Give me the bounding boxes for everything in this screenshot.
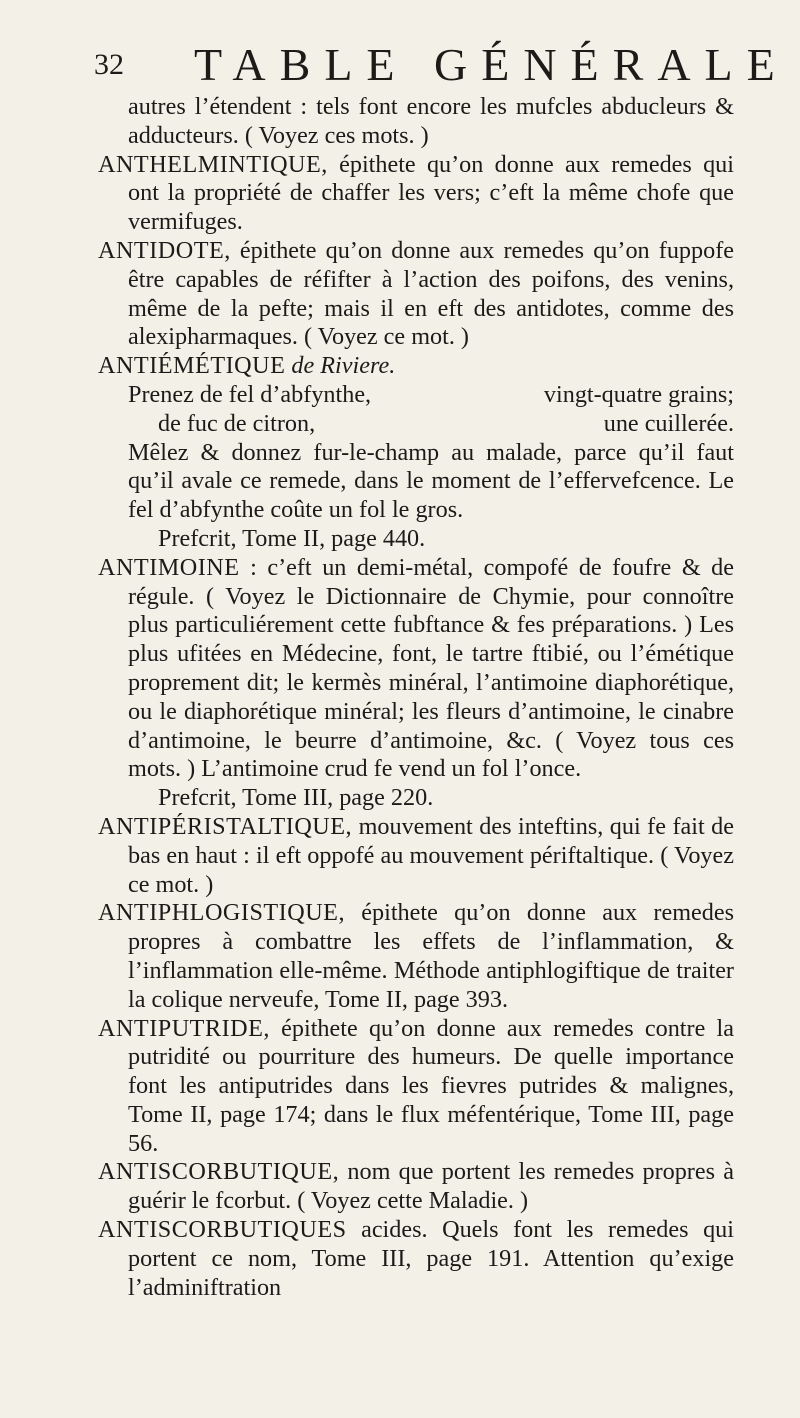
entry-antiscorbutiques-acides — [98, 1216, 734, 1302]
entry-antiperistaltique — [98, 813, 734, 899]
entry-headword: ANTIPÉRISTALTIQUE, — [98, 812, 353, 840]
entry-headword: ANTIPUTRIDE, — [98, 1014, 270, 1042]
entry-text: : c’eft un demi-métal, compofé de foufre & de régule. ( Voyez le Dictionnaire de Chymie, pour connoître plus particuliérement cette fubftance & fes préparations. ) Les plus ufitées en Médecine, font, le tartre ftibié, ou l’émétique proprement dit; le kermès minéral, l’antimoine diaphorétique, ou le diaphorétique minéral; les fleurs d’antimoine, le cinabre d’antimoine, le beurre d’antimoine, &c. ( Voyez tous ces mots. ) L’antimoine crud fe vend un fol l’once. — [128, 553, 734, 783]
entry-antidote — [98, 237, 734, 352]
entry-headword: ANTIÉMÉTIQUE — [98, 352, 286, 380]
entry-headword: ANTHELMINTIQUE, — [98, 150, 328, 178]
recipe-prescrit: Prefcrit, Tome II, page 440. — [158, 524, 426, 552]
recipe-ingredient: Prenez de fel d’abfynthe, — [128, 380, 372, 408]
entry-antiphlogistique — [98, 899, 734, 1014]
recipe-quantity: une cuillerée. — [603, 409, 734, 437]
entry-text: épithete qu’on donne aux remedes qui ont la propriété de chaffer les vers; c’eft la même chofe que vermifuges. — [128, 150, 734, 236]
recipe-body: Mêlez & donnez fur-le-champ au malade, parce qu’il faut qu’il avale ce remede, dans le moment de l’effervefcence. Le fel d’abfynthe coûte un fol le gros. — [128, 438, 734, 524]
entry-text: épithete qu’on donne aux remedes propres à combattre les effets de l’inflammation, & l’inflammation elle-même. Méthode antiphlogiftique de traiter la colique nerveufe, Tome II, page 393. — [128, 899, 734, 1013]
entry-text: acides. Quels font les remedes qui portent ce nom, Tome III, page 191. Attention qu’exige l’adminiftration — [128, 1216, 734, 1301]
entry-text: mouvement des inteftins, qui fe fait de bas en haut : il eft oppofé au mouvement périftaltique. ( Voyez ce mot. ) — [128, 812, 734, 898]
recipe-line-1 — [98, 381, 734, 410]
entry-text: épithete qu’on donne aux remedes qu’on fuppofe être capables de réfifter à l’action des poifons, des venins, même de la pefte; mais il en eft des antidotes, comme des alexipharmaques. ( Voyez ce mot. ) — [128, 236, 734, 351]
entry-antiputride — [98, 1015, 734, 1159]
running-title: TABLE GÉNÉRALE — [194, 39, 789, 90]
page-number: 32 — [94, 48, 124, 81]
entry-text: nom que portent les remedes propres à guérir le fcorbut. ( Voyez cette Maladie. ) — [128, 1158, 734, 1215]
paragraph-text: autres l’étendent : tels font encore les mufcles abducleurs & adducteurs. ( Voyez ces mots. ) — [128, 93, 734, 149]
continued-paragraph — [98, 93, 734, 151]
entry-headword: ANTISCORBUTIQUES — [98, 1216, 347, 1244]
entry-antiscorbutique — [98, 1158, 734, 1216]
entry-headword: ANTIDOTE, — [98, 236, 231, 264]
entry-anthelmintique — [98, 151, 734, 237]
recipe-ingredient: de fuc de citron, — [158, 409, 316, 437]
entry-headword: ANTIPHLOGISTIQUE, — [98, 899, 345, 927]
page-body — [98, 93, 734, 1302]
entry-text: épithete qu’on donne aux remedes contre la putridité ou pourriture des humeurs. De quelle importance font les antiputrides dans les fievres putrides & malignes, Tome II, page 174; dans le flux méfentérique, Tome III, page 56. — [128, 1014, 734, 1157]
entry-text: de Riviere. — [285, 352, 396, 380]
entry-antiemetique — [98, 352, 734, 381]
recipe-quantity: vingt-quatre grains; — [543, 380, 734, 408]
page-header — [94, 38, 789, 94]
entry-antimoine — [98, 554, 734, 784]
entry-headword: ANTISCORBUTIQUE, — [98, 1158, 340, 1186]
entry-prescrit: Prefcrit, Tome III, page 220. — [158, 784, 434, 812]
entry-headword: ANTIMOINE — [98, 553, 240, 581]
recipe-line-2 — [98, 410, 734, 439]
